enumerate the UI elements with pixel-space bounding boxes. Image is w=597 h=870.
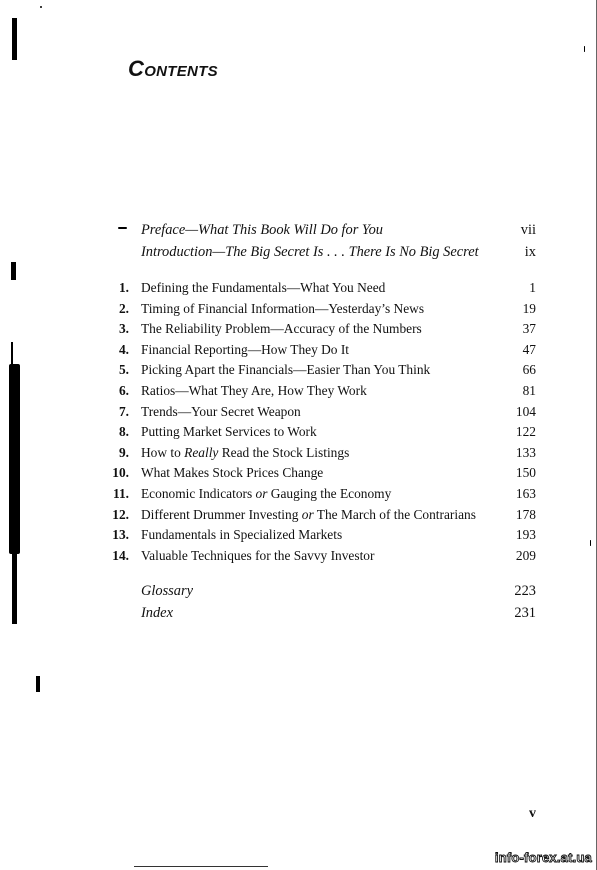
toc-entry-page: vii	[520, 222, 536, 238]
toc-entry-page: 178	[515, 506, 536, 522]
scan-speck	[584, 46, 585, 52]
chapter-number: 14.	[112, 547, 129, 563]
toc-entry-title: Trends—Your Secret Weapon	[141, 403, 301, 419]
chapter-number: 8.	[118, 424, 129, 440]
title-text: Different Drummer Investing	[141, 506, 302, 522]
chapter-number: 5.	[118, 362, 129, 378]
chapter-number: 6.	[118, 383, 129, 398]
toc-entry-page: 193	[515, 527, 536, 543]
toc-entry-index[interactable]	[0, 603, 597, 623]
toc-entry-chapter-4[interactable]	[0, 340, 597, 360]
title-text: Economic Indicators	[141, 486, 256, 501]
toc-entry-introduction[interactable]	[0, 242, 597, 262]
scan-mark	[36, 676, 40, 692]
toc-entry-page: 104	[515, 403, 536, 419]
toc-entry-chapter-3[interactable]	[0, 319, 597, 339]
toc-entry-title	[141, 505, 476, 525]
toc-entry-chapter-10[interactable]	[0, 463, 597, 483]
toc-entry-chapter-8[interactable]	[0, 422, 597, 442]
toc-entry-chapter-11[interactable]	[0, 484, 597, 504]
scan-speck	[590, 540, 591, 546]
title-emphasis: or	[255, 486, 268, 501]
toc-entry-page: 81	[522, 383, 536, 398]
toc-entry-chapter-12[interactable]	[0, 505, 597, 525]
toc-entry-title: Introduction—The Big Secret Is . . . There Is No Big Secret	[141, 244, 479, 260]
title-emphasis: or	[301, 506, 314, 522]
toc-entry-page: 133	[515, 444, 536, 460]
toc-entry-chapter-2[interactable]	[0, 299, 597, 319]
chapter-number: 1.	[118, 280, 129, 295]
toc-entry-title: Financial Reporting—How They Do It	[141, 341, 350, 357]
scan-mark	[11, 262, 16, 280]
chapter-number: 2.	[118, 300, 129, 316]
toc-entry-chapter-14[interactable]	[0, 546, 597, 566]
page-folio: v	[529, 806, 536, 821]
toc-entry-chapter-5[interactable]	[0, 360, 597, 380]
toc-entry-title: Preface—What This Book Will Do for You	[141, 222, 383, 238]
toc-entry-page: 150	[515, 465, 536, 481]
scan-mark	[11, 342, 13, 366]
toc-entry-page: 209	[515, 547, 536, 563]
chapter-number: 10.	[112, 465, 129, 481]
toc-entry-title: Fundamentals in Specialized Markets	[141, 527, 343, 543]
title-text: Gauging the Economy	[267, 486, 392, 501]
title-text: The March of the Contrarians	[313, 506, 476, 522]
toc-entry-page: 47	[522, 341, 536, 357]
toc-entry-title: Timing of Financial Information—Yesterday’s News	[141, 300, 425, 316]
chapter-number: 7.	[118, 403, 129, 419]
toc-entry-page: ix	[524, 244, 536, 260]
toc-entry-title: Putting Market Services to Work	[141, 424, 317, 440]
toc-entry-title	[141, 443, 349, 463]
toc-entry-page: 66	[522, 362, 536, 378]
toc-entry-title	[141, 484, 391, 504]
toc-entry-page: 231	[514, 605, 536, 621]
toc-entry-page: 223	[514, 583, 536, 599]
chapter-number: 13.	[112, 527, 129, 543]
scan-mark	[12, 18, 17, 60]
scan-mark	[9, 364, 20, 554]
toc-entry-title: Picking Apart the Financials—Easier Than You Think	[141, 362, 431, 378]
contents-heading: Contents	[128, 56, 218, 81]
chapter-number: 3.	[118, 321, 129, 337]
toc-entry-chapter-13[interactable]	[0, 525, 597, 545]
toc-entry-page: 163	[515, 486, 536, 501]
toc-entry-page: 122	[515, 424, 536, 440]
toc-entry-page: 37	[522, 321, 536, 337]
title-text: How to	[141, 444, 185, 460]
scan-speck	[118, 227, 127, 229]
chapter-number: 12.	[112, 506, 129, 522]
toc-entry-title: The Reliability Problem—Accuracy of the Numbers	[141, 321, 422, 337]
scan-speck	[40, 6, 42, 8]
scan-mark	[12, 552, 17, 624]
toc-entry-chapter-9[interactable]	[0, 443, 597, 463]
toc-entry-chapter-1[interactable]	[0, 278, 597, 298]
chapter-number: 4.	[118, 341, 129, 357]
toc-entry-glossary[interactable]	[0, 581, 597, 601]
toc-entry-title: What Makes Stock Prices Change	[141, 465, 324, 481]
toc-entry-page: 1	[529, 280, 536, 295]
toc-entry-chapter-7[interactable]	[0, 402, 597, 422]
toc-entry-title: Glossary	[141, 583, 193, 599]
watermark: info-forex.at.ua	[494, 850, 592, 865]
chapter-number: 11.	[113, 486, 129, 501]
title-emphasis: Really	[184, 444, 219, 460]
toc-entry-title: Index	[141, 605, 173, 621]
bottom-rule	[134, 866, 268, 867]
toc-entry-page: 19	[522, 300, 536, 316]
chapter-number: 9.	[118, 444, 129, 460]
toc-entry-title: Ratios—What They Are, How They Work	[141, 383, 367, 398]
toc-entry-title: Valuable Techniques for the Savvy Investor	[141, 547, 375, 563]
title-text: Read the Stock Listings	[218, 444, 350, 460]
toc-entry-title: Defining the Fundamentals—What You Need	[141, 280, 386, 295]
toc-entry-preface[interactable]	[0, 220, 597, 240]
toc-entry-chapter-6[interactable]	[0, 381, 597, 401]
